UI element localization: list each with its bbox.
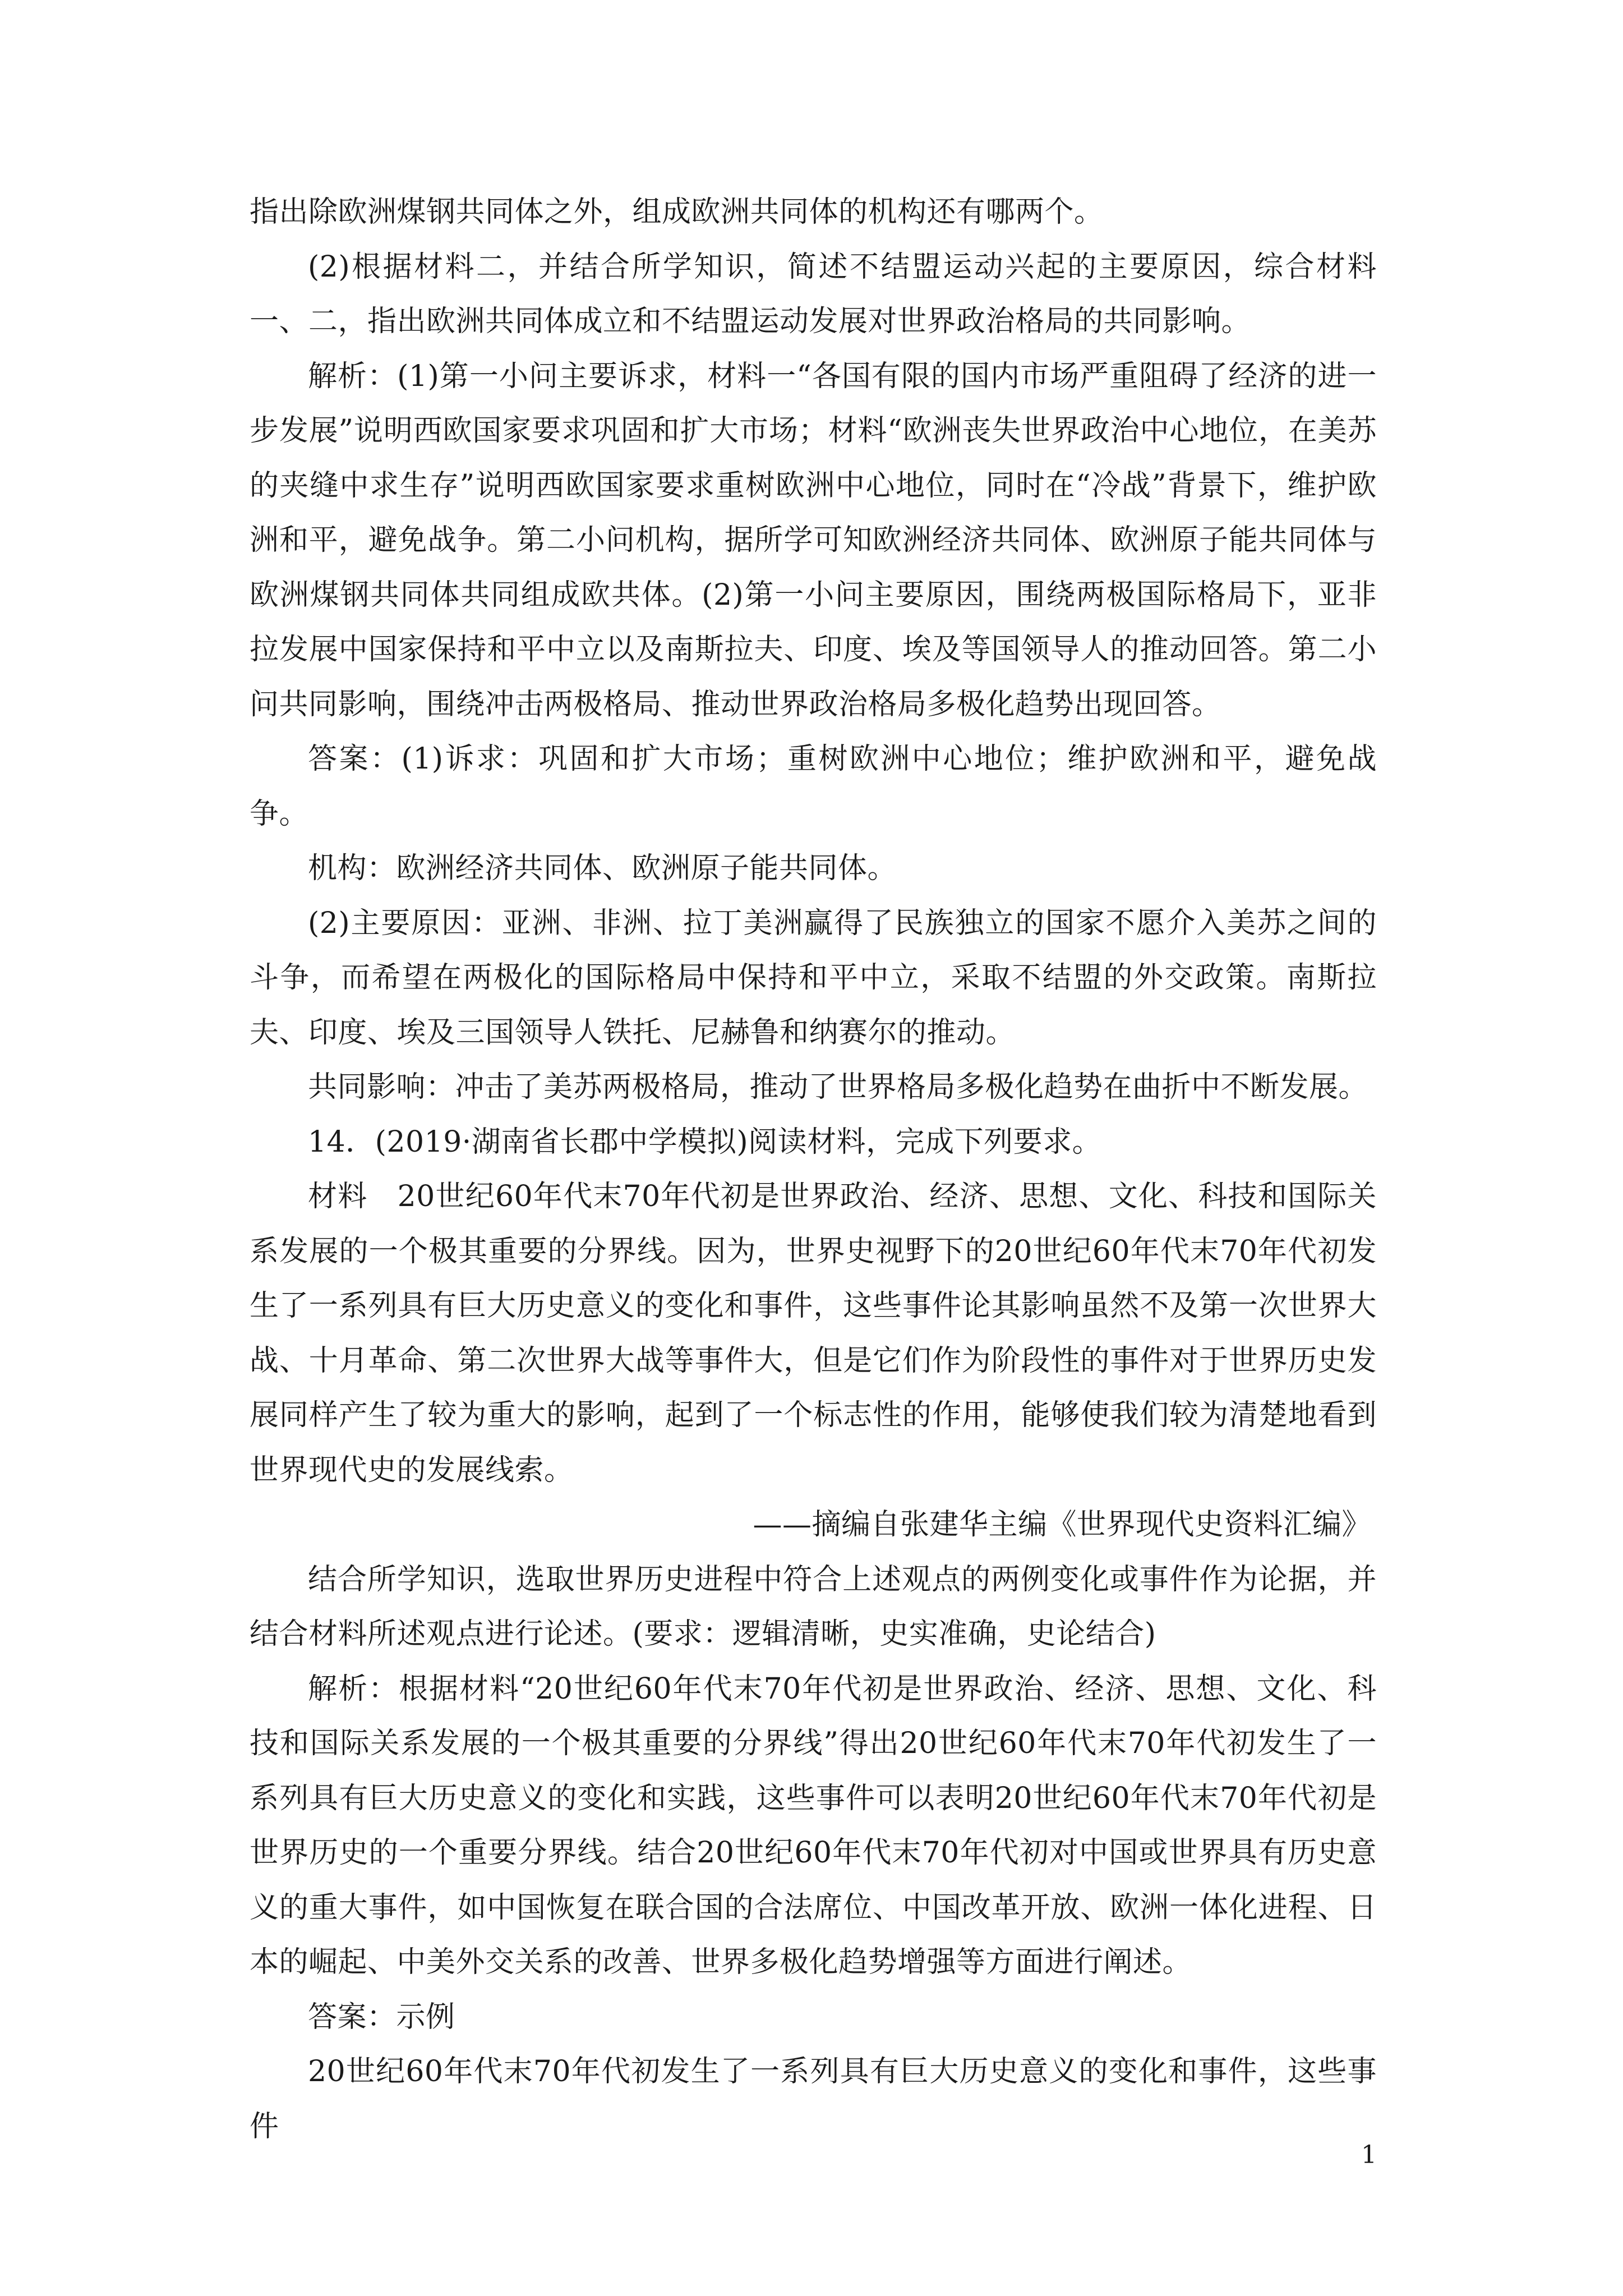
paragraph-material-source: ——摘编自张建华主编《世界现代史资料汇编》 — [753, 1508, 1371, 1542]
paragraph-answer-1: 答案：(1)诉求：巩固和扩大市场；重树欧洲中心地位；维护欧洲和平，避免战争。 — [250, 742, 1377, 831]
paragraph-answer-common-impact: 共同影响：冲击了美苏两极格局，推动了世界格局多极化趋势在曲折中不断发展。 — [308, 1070, 1368, 1104]
paragraph-answer-2: (2)主要原因：亚洲、非洲、拉丁美洲赢得了民族独立的国家不愿介入美苏之间的斗争，而希望在两极化的国际格局中保持和平中立，采取不结盟的外交政策。南斯拉夫、印度、埃及三国领导人铁托、尼赫鲁和纳赛尔的推动。 — [250, 906, 1377, 1050]
paragraph-analysis-13: 解析：(1)第一小问主要诉求，材料一“各国有限的国内市场严重阻碍了经济的进一步发展”说明西欧国家要求巩固和扩大市场；材料“欧洲丧失世界政治中心地位，在美苏的夹缝中求生存”说明西欧国家要求重树欧洲中心地位，同时在“冷战”背景下，维护欧洲和平，避免战争。第二小问机构，据所学可知欧洲经济共同体、欧洲原子能共同体与欧洲煤钢共同体共同组成欧共体。(2)第一小问主要原因，围绕两极国际格局下，亚非拉发展中国家保持和平中立以及南斯拉夫、印度、埃及等国领导人的推动回答。第二小问共同影响，围绕冲击两极格局、推动世界政治格局多极化趋势出现回答。 — [250, 359, 1377, 721]
paragraph-question-14-title: 14．(2019·湖南省长郡中学模拟)阅读材料，完成下列要求。 — [308, 1125, 1102, 1159]
paragraph-answer-example-text: 20世纪60年代末70年代初发生了一系列具有巨大历史意义的变化和事件，这些事件 — [250, 2055, 1377, 2143]
paragraph-answer-institutions: 机构：欧洲经济共同体、欧洲原子能共同体。 — [308, 852, 897, 885]
paragraph-question-continuation: 指出除欧洲煤钢共同体之外，组成欧洲共同体的机构还有哪两个。 — [250, 195, 1104, 229]
paragraph-question-2: (2)根据材料二，并结合所学知识，简述不结盟运动兴起的主要原因，综合材料一、二，指出欧洲共同体成立和不结盟运动发展对世界政治格局的共同影响。 — [250, 250, 1377, 338]
paragraph-question-14-task: 结合所学知识，选取世界历史进程中符合上述观点的两例变化或事件作为论据，并结合材料所述观点进行论述。(要求：逻辑清晰，史实准确，史论结合) — [250, 1562, 1377, 1651]
page-number: 1 — [1361, 2141, 1377, 2169]
paragraph-answer-example-label: 答案：示例 — [308, 2000, 455, 2034]
paragraph-analysis-14: 解析：根据材料“20世纪60年代末70年代初是世界政治、经济、思想、文化、科技和国际关系发展的一个极其重要的分界线”得出20世纪60年代末70年代初发生了一系列具有巨大历史意义的变化和实践，这些事件可以表明20世纪60年代末70年代初是世界历史的一个重要分界线。结合20世纪60年代末70年代初对中国或世界具有历史意义的重大事件，如中国恢复在联合国的合法席位、中国改革开放、欧洲一体化进程、日本的崛起、中美外交关系的改善、世界多极化趋势增强等方面进行阐述。 — [250, 1672, 1377, 1979]
page-content — [250, 185, 1377, 2154]
paragraph-material: 材料 20世纪60年代末70年代初是世界政治、经济、思想、文化、科技和国际关系发展的一个极其重要的分界线。因为，世界史视野下的20世纪60年代末70年代初发生了一系列具有巨大历史意义的变化和事件，这些事件论其影响虽然不及第一次世界大战、十月革命、第二次世界大战等事件大，但是它们作为阶段性的事件对于世界历史发展同样产生了较为重大的影响，起到了一个标志性的作用，能够使我们较为清楚地看到世界现代史的发展线索。 — [250, 1180, 1377, 1487]
